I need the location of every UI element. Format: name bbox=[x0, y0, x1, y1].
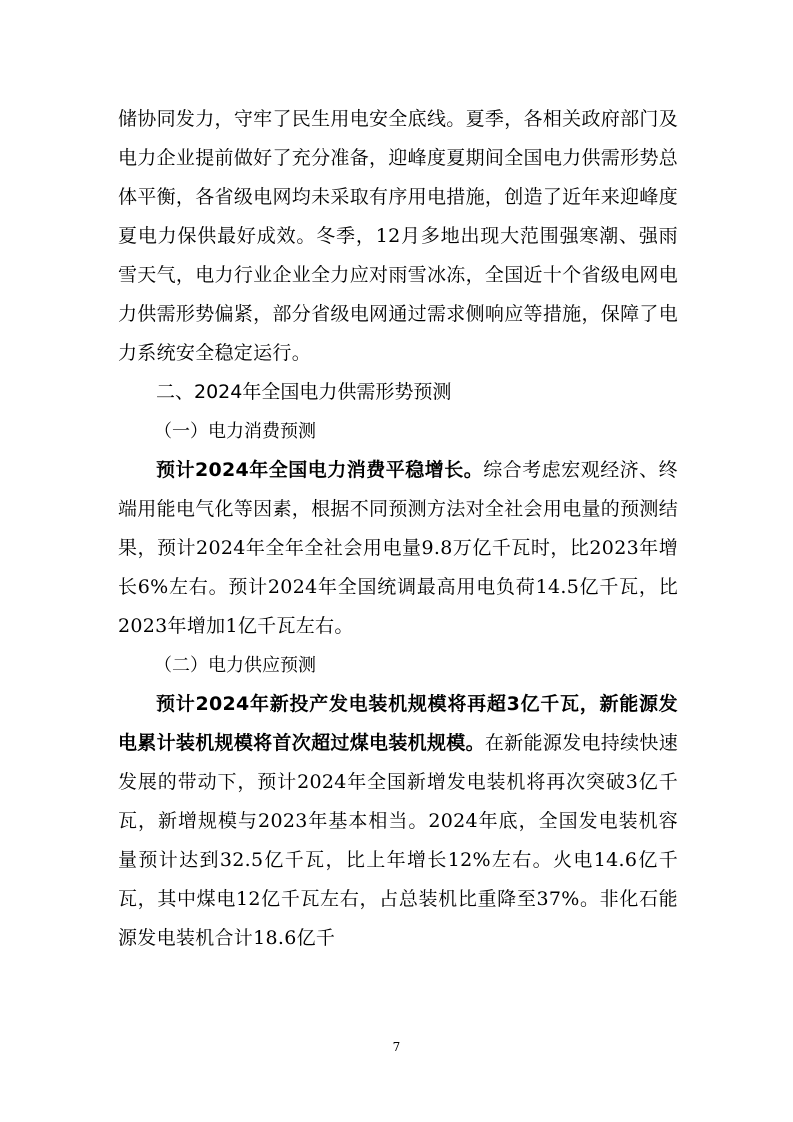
page-number: 7 bbox=[392, 1040, 401, 1054]
consumption-forecast-text: 综合考虑宏观经济、终端用能电气化等因素，根据不同预测方法对全社会用电量的预测结果，预计2024年全年全社会用电量9.8万亿千瓦时，比2023年增长6%左右。预计2024年全国统调最高用电负荷14.5亿千瓦，比2023年增加1亿千瓦左右。 bbox=[118, 459, 678, 637]
subsection-heading-supply: （二）电力供应预测 bbox=[154, 655, 316, 676]
supply-forecast-text: 在新能源发电持续快速发展的带动下，预计2024年全国新增发电装机将再次突破3亿千瓦，新增规模与2023年基本相当。2024年底，全国发电装机容量预计达到32.5亿千瓦，比上年增长12%左右。火电14.6亿千瓦，其中煤电12亿千瓦左右，占总装机比重降至37%。非化石能源发电装机合计18.6亿千 bbox=[118, 732, 678, 949]
paragraph-consumption-forecast bbox=[118, 451, 678, 646]
paragraph-supply-forecast bbox=[118, 685, 678, 958]
subsection-heading-consumption: （一）电力消费预测 bbox=[154, 421, 316, 442]
consumption-forecast-lead: 预计2024年全国电力消费平稳增长。 bbox=[156, 459, 484, 481]
paragraph-supply-review: 储协同发力，守牢了民生用电安全底线。夏季，各相关政府部门及电力企业提前做好了充分准备，迎峰度夏期间全国电力供需形势总体平衡，各省级电网均未采取有序用电措施，创造了近年来迎峰度夏电力保供最好成效。冬季，12月多地出现大范围强寒潮、强雨雪天气，电力行业企业全力应对雨雪冰冻，全国近十个省级电网电力供需形势偏紧，部分省级电网通过需求侧响应等措施，保障了电力系统安全稳定运行。 bbox=[118, 108, 678, 364]
supply-forecast-lead: 预计2024年新投产发电装机规模将再超3亿千瓦，新能源发电累计装机规模将首次超过煤电装机规模。 bbox=[118, 693, 678, 754]
document-body bbox=[118, 100, 678, 958]
section-heading-forecast: 二、2024年全国电力供需形势预测 bbox=[156, 381, 452, 403]
